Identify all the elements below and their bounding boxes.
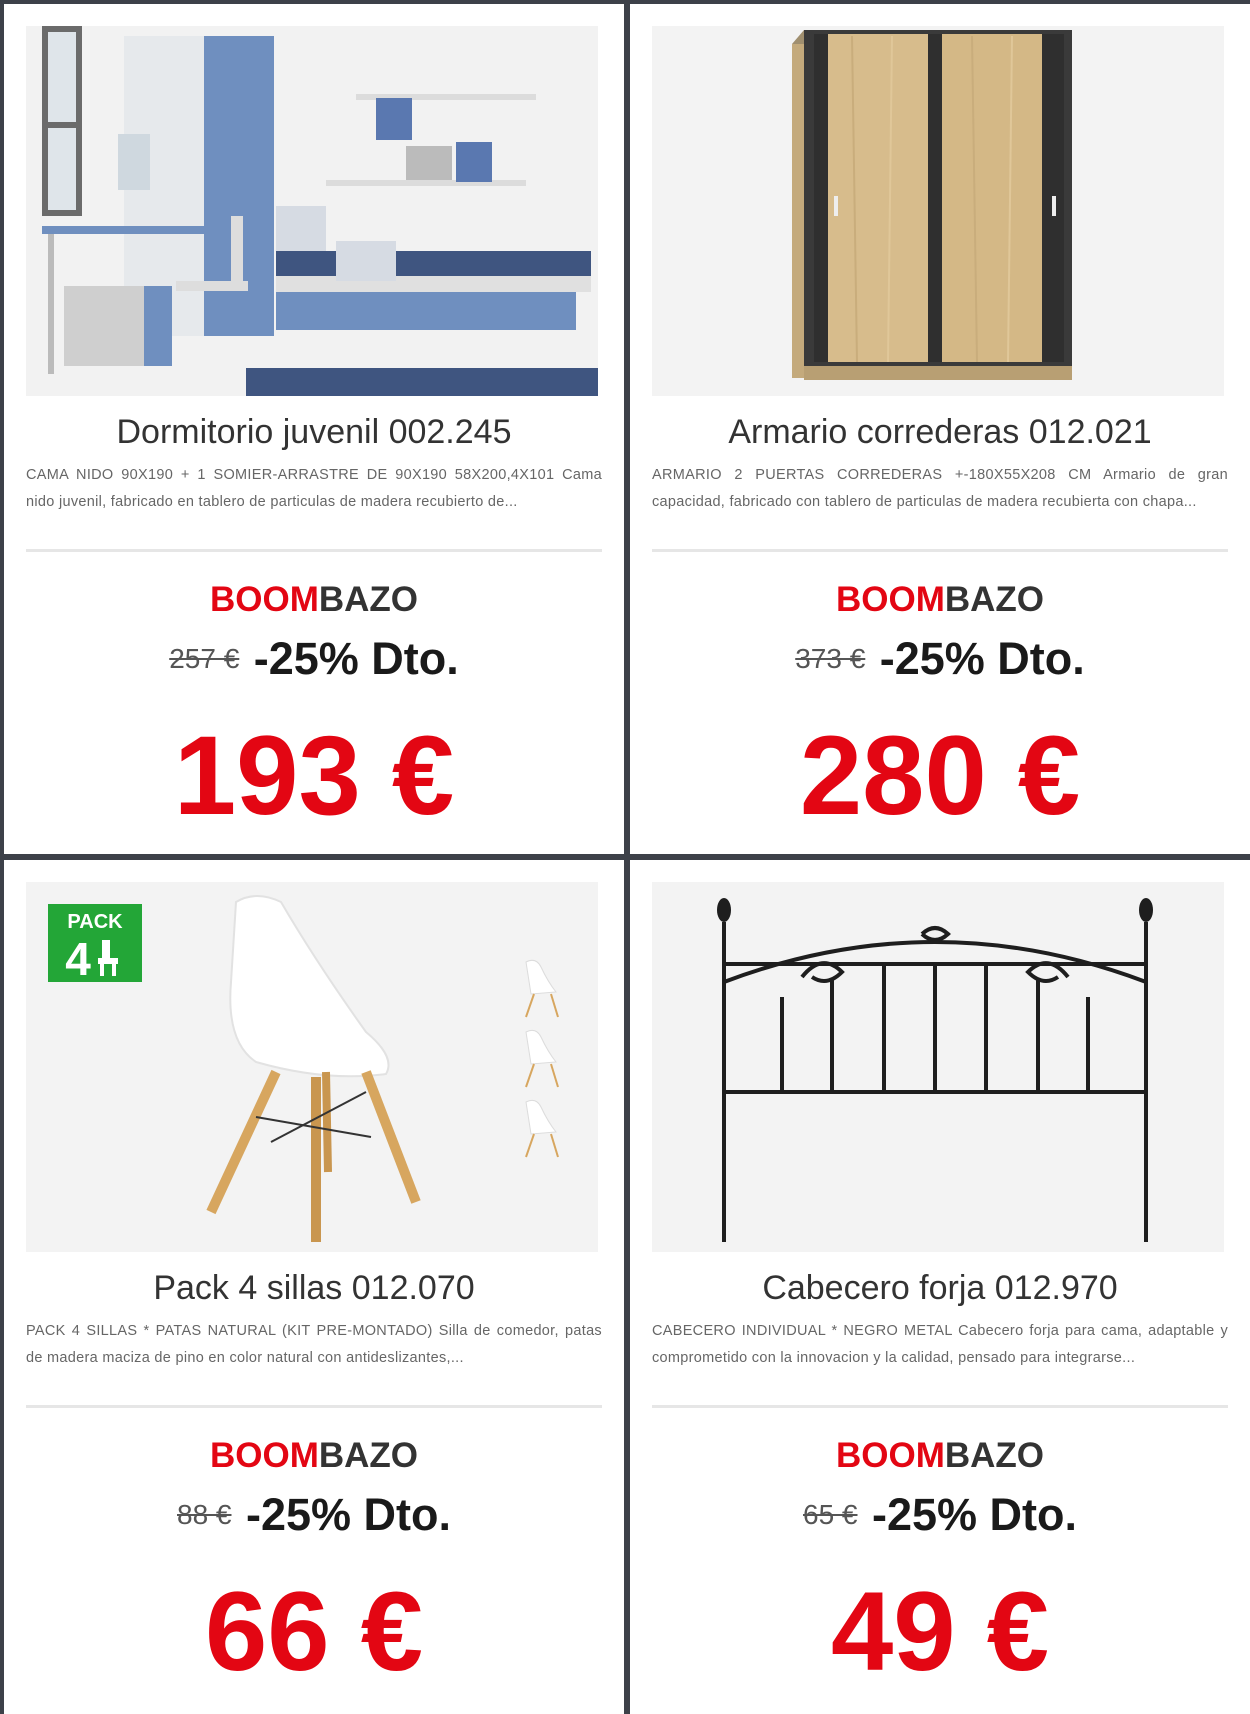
- discount-line: [652, 1490, 1228, 1540]
- bedroom-image[interactable]: [26, 26, 598, 396]
- old-price: 257 €: [169, 643, 240, 674]
- product-title[interactable]: Dormitorio juvenil 002.245: [116, 413, 512, 451]
- brand-part-boom: BOOM: [209, 1436, 319, 1475]
- bedroom-illustration: [26, 26, 598, 396]
- boombazo-brand: [26, 1436, 602, 1476]
- sale-price: 49 €: [831, 1569, 1049, 1695]
- sale-price: 193 €: [173, 713, 455, 839]
- divider: [652, 549, 1228, 552]
- headboard-illustration: [652, 882, 1224, 1252]
- divider: [26, 1405, 602, 1408]
- boombazo-brand: [26, 580, 602, 620]
- product-title[interactable]: Cabecero forja 012.970: [762, 1269, 1118, 1307]
- product-card-cabecero[interactable]: [630, 860, 1250, 1714]
- brand-part-bazo: BAZO: [318, 580, 419, 619]
- product-description: CABECERO INDIVIDUAL * NEGRO METAL Cabecero forja para cama, adaptable y comprometido con la innovacion y la calidad, pensado para integrarse...: [652, 1323, 1228, 1366]
- wardrobe-image[interactable]: [652, 26, 1224, 396]
- chair-illustration: [26, 882, 598, 1252]
- boombazo-brand: [652, 580, 1228, 620]
- product-card-dormitorio[interactable]: [4, 4, 624, 854]
- discount-line: [26, 1490, 602, 1540]
- discount-label: -25% Dto.: [245, 1489, 451, 1540]
- pack-badge-label: PACK: [67, 911, 123, 933]
- brand-part-bazo: BAZO: [944, 580, 1045, 619]
- brand-part-boom: BOOM: [209, 580, 319, 619]
- sale-price: 66 €: [205, 1569, 423, 1695]
- product-description: PACK 4 SILLAS * PATAS NATURAL (KIT PRE-MONTADO) Silla de comedor, patas de madera maciza de pino en color natural con antideslizantes,...: [26, 1323, 602, 1366]
- sale-price: 280 €: [799, 713, 1081, 839]
- brand-part-bazo: BAZO: [944, 1436, 1045, 1475]
- discount-label: -25% Dto.: [879, 633, 1085, 684]
- divider: [26, 549, 602, 552]
- boombazo-brand: [652, 1436, 1228, 1476]
- product-description: CAMA NIDO 90X190 + 1 SOMIER-ARRASTRE DE 90X190 58X200,4X101 Cama nido juvenil, fabricado en tablero de particulas de madera recubierto de...: [26, 467, 602, 510]
- product-card-armario[interactable]: [630, 4, 1250, 854]
- product-title[interactable]: Pack 4 sillas 012.070: [153, 1269, 475, 1307]
- discount-label: -25% Dto.: [253, 633, 459, 684]
- product-card-sillas[interactable]: [4, 860, 624, 1714]
- brand-part-boom: BOOM: [835, 580, 945, 619]
- divider: [652, 1405, 1228, 1408]
- pack-badge-number: 4: [65, 933, 91, 985]
- product-title[interactable]: Armario correderas 012.021: [728, 413, 1152, 451]
- chair-image[interactable]: [26, 882, 598, 1252]
- old-price: 65 €: [803, 1499, 858, 1530]
- discount-label: -25% Dto.: [871, 1489, 1077, 1540]
- brand-part-boom: BOOM: [835, 1436, 945, 1475]
- discount-line: [652, 634, 1228, 684]
- brand-part-bazo: BAZO: [318, 1436, 419, 1475]
- old-price: 88 €: [177, 1499, 232, 1530]
- product-description: ARMARIO 2 PUERTAS CORREDERAS +-180X55X208 CM Armario de gran capacidad, fabricado con tablero de particulas de madera recubierta con chapa...: [652, 467, 1228, 510]
- wardrobe-illustration: [652, 26, 1224, 396]
- discount-line: [26, 634, 602, 684]
- old-price: 373 €: [795, 643, 866, 674]
- headboard-image[interactable]: [652, 882, 1224, 1252]
